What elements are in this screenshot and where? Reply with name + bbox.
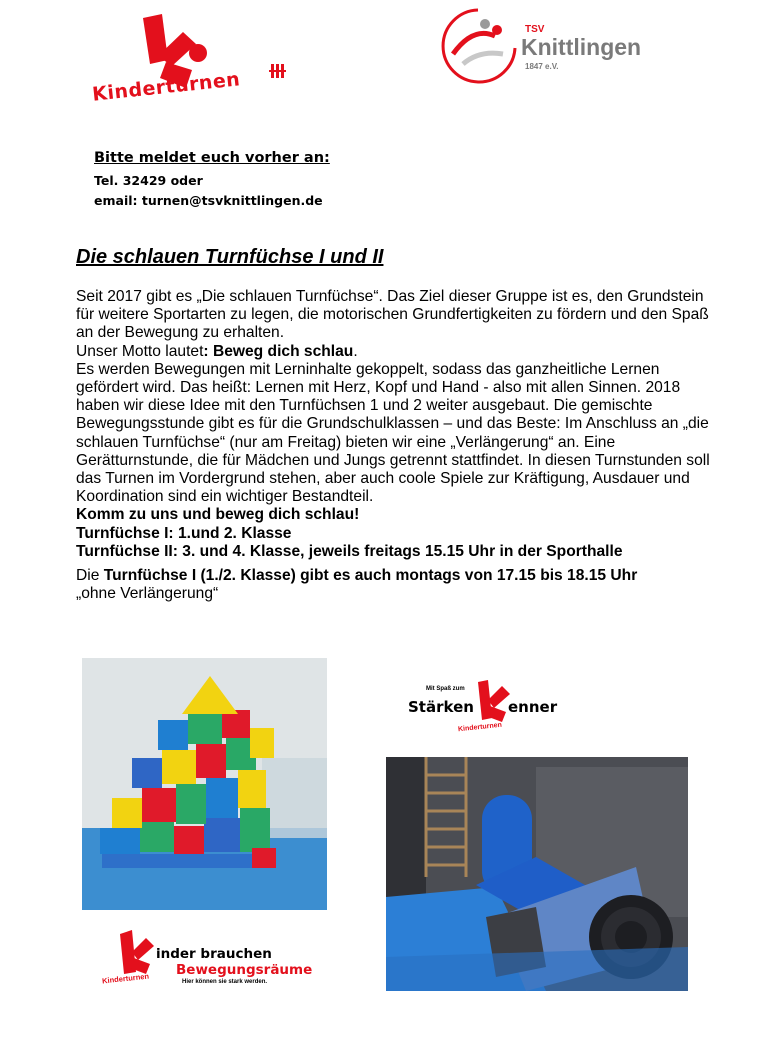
group-1-line: Turnfüchse I: 1.und 2. Klasse bbox=[76, 524, 292, 542]
foam-blocks-photo bbox=[82, 658, 327, 910]
bewegung-line2: Bewegungsräume bbox=[176, 962, 313, 978]
contact-heading: Bitte meldet euch vorher an: bbox=[94, 150, 330, 166]
k-mark-icon bbox=[472, 678, 512, 726]
staerken-tagline: Mit Spaß zum bbox=[426, 686, 465, 692]
gym-mat-photo bbox=[386, 757, 688, 991]
staerken-right: enner bbox=[508, 698, 558, 716]
bewegungsraeume-logo bbox=[100, 928, 340, 994]
contact-phone: Tel. 32429 oder bbox=[94, 173, 203, 188]
bewegung-sub: Kinderturnen bbox=[101, 971, 150, 986]
tsv-emblem bbox=[433, 6, 523, 84]
bewegung-line3: Hier können sie stark werden. bbox=[182, 979, 268, 985]
motto-line bbox=[76, 343, 716, 361]
monday-bold: Turnfüchse I (1./2. Klasse) gibt es auch montags von 17.15 bis 18.15 Uhr bbox=[103, 567, 638, 585]
intro-paragraph: Seit 2017 gibt es „Die schlauen Turnfüchse“. Das Ziel dieser Gruppe ist es, den Grundstein für weitere Sportarten zu legen, die motorischen Grundfertigkeiten zu fördern und den Spaß an der Bewegung zu erhalten. bbox=[76, 288, 709, 342]
kinderturnen-logo-mark bbox=[88, 10, 308, 120]
motto-bold: : Beweg dich schlau bbox=[203, 342, 354, 360]
body-text bbox=[76, 288, 716, 603]
call-to-action: Komm zu uns und beweg dich schlau! bbox=[76, 506, 360, 524]
tsv-label: TSV bbox=[525, 24, 545, 35]
tsv-logo bbox=[433, 6, 683, 84]
motto-suffix: . bbox=[353, 342, 358, 360]
page-title: Die schlauen Turnfüchse I und II bbox=[76, 246, 384, 268]
motto-prefix: Unser Motto lautet bbox=[76, 342, 204, 360]
monday-suffix: „ohne Verlängerung“ bbox=[76, 585, 219, 603]
tsv-year: 1847 e.V. bbox=[525, 62, 559, 71]
staerken-kenner-logo bbox=[408, 676, 558, 742]
staerken-left: Stärken bbox=[408, 698, 474, 716]
kinderturnen-word: Kinderturnen bbox=[91, 68, 242, 106]
group-2-line: Turnfüchse II: 3. und 4. Klasse, jeweils freitags 15.15 Uhr in der Sporthalle bbox=[76, 542, 623, 560]
tsv-name: Knittlingen bbox=[521, 34, 642, 60]
kinderturnen-logo bbox=[88, 10, 308, 120]
gym-mat-illustration bbox=[386, 757, 688, 991]
bewegung-line1: inder brauchen bbox=[156, 946, 272, 962]
monday-prefix: Die bbox=[76, 567, 104, 585]
contact-email[interactable]: email: turnen@tsvknittlingen.de bbox=[94, 193, 323, 208]
foam-blocks-illustration bbox=[82, 658, 327, 910]
detail-paragraph: Es werden Bewegungen mit Lerninhalte gekoppelt, sodass das ganzheitliche Lernen gefördert wird. Das heißt: Lernen mit Herz, Kopf und Hand - also mit allen Sinnen. 2018 haben wir diese Idee mit den Turnfüchsen 1 und 2 weiter ausgebaut. Die gemischte Bewegungsstunde gibt es für die Grundschulklassen – und das Beste: Im Anschluss an „die schlauen Turnfüchse“ (nur am Freitag) bieten wir eine „Verlängerung“ an. Eine Gerätturnstunde, die für Mädchen und Jungs getrennt stattfindet. In diesen Turnstunden soll das Turnen im Vordergrund stehen, aber auch coole Spiele zur Kräftigung, Ausdauer und Koordination sind ein wichtiger Bestandteil. bbox=[76, 360, 710, 506]
staerken-sub: Kinderturnen bbox=[457, 721, 503, 734]
k-mark-icon bbox=[114, 928, 158, 978]
monday-line bbox=[76, 567, 716, 585]
